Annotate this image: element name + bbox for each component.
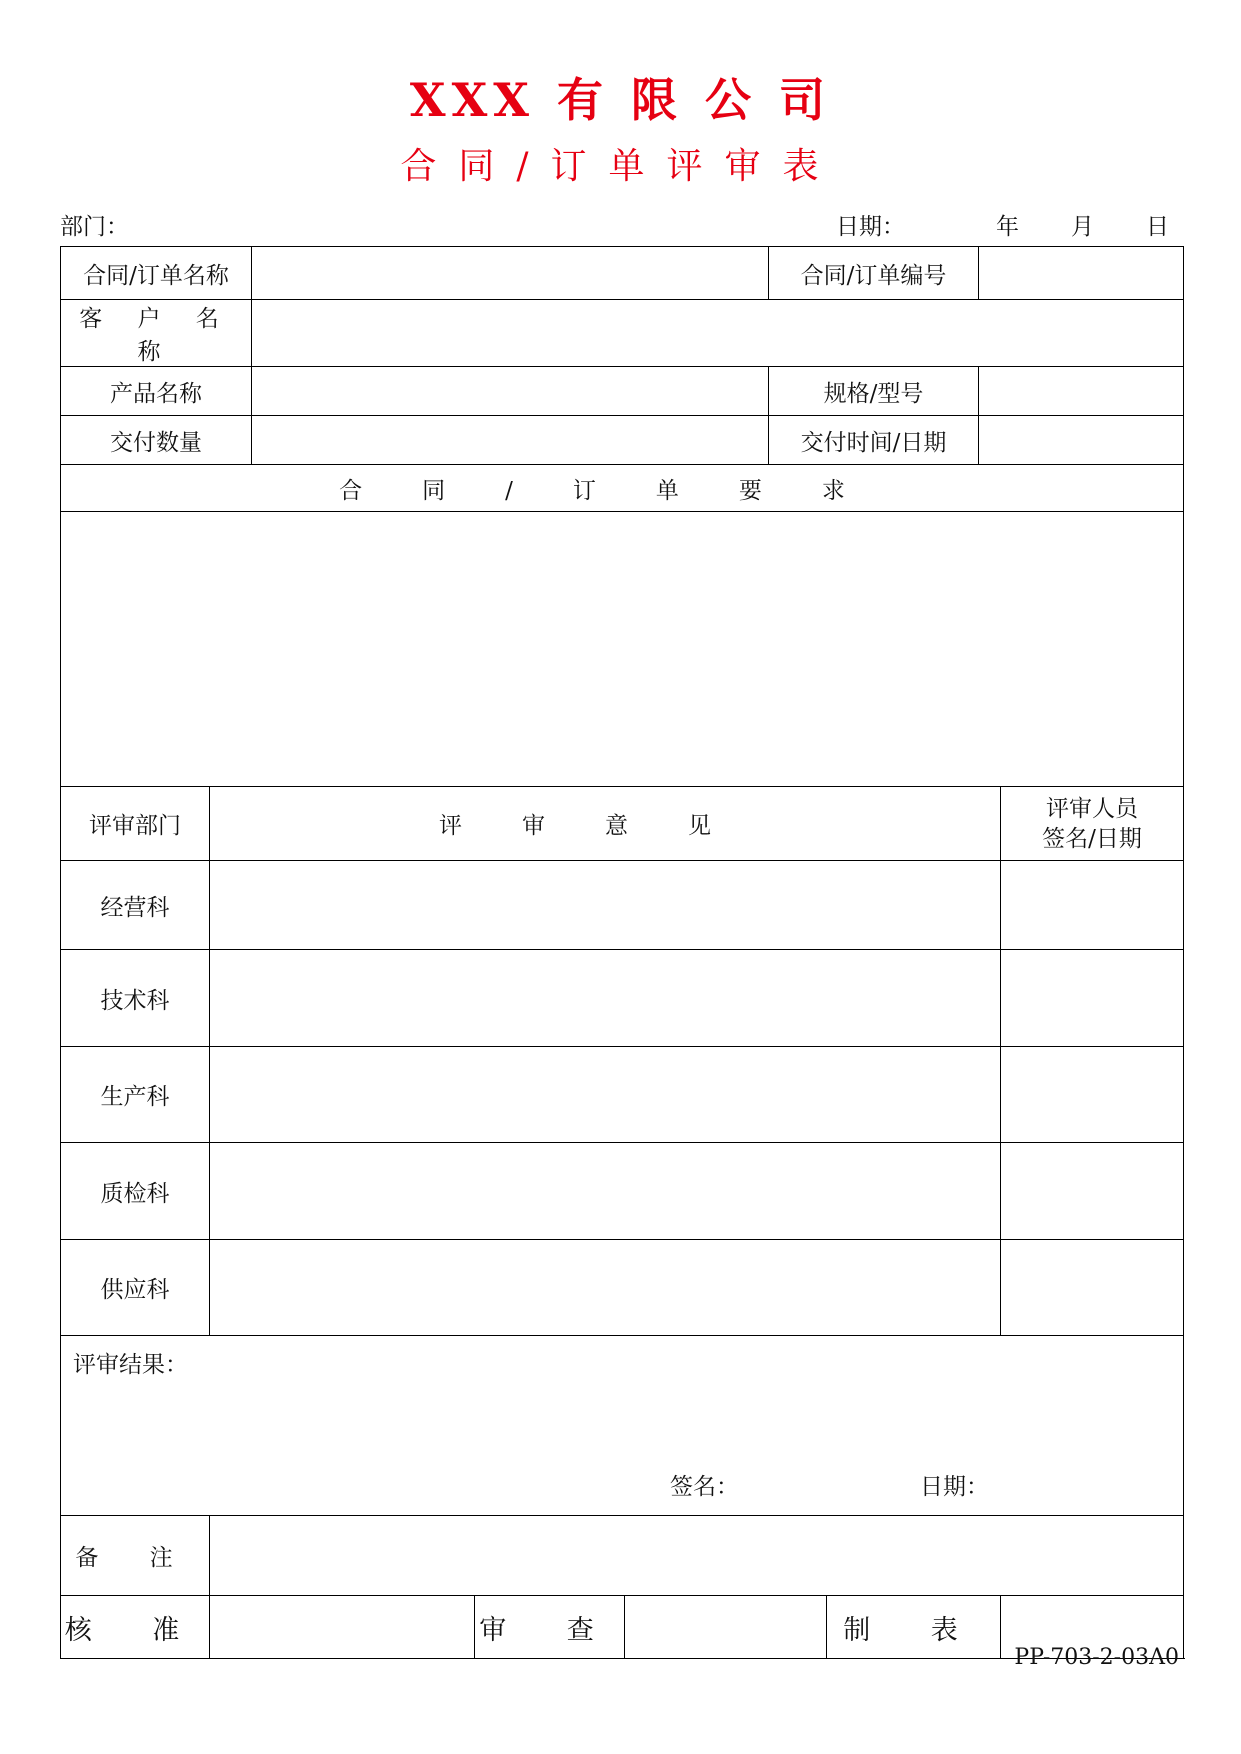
row-customer [61,300,1184,367]
spec-label: 规格/型号 [769,367,979,416]
order-name-label: 合同/订单名称 [61,247,252,300]
review-row [61,1143,1184,1240]
delivery-label: 交付时间/日期 [769,416,979,465]
row-requirements-heading [61,465,1184,512]
remarks-label: 备 注 [61,1516,210,1596]
review-row [61,950,1184,1047]
department-label: 部门： [60,214,129,240]
delivery-field[interactable] [979,416,1184,465]
order-name-field[interactable] [252,247,769,300]
quantity-label: 交付数量 [61,416,252,465]
review-result-field[interactable] [61,1336,1184,1516]
review-opinion-field[interactable] [210,950,1001,1047]
row-requirements-body [61,512,1184,787]
customer-field[interactable] [252,300,1184,367]
row-review-result [61,1336,1184,1516]
check-field[interactable] [625,1596,827,1659]
requirements-heading: 合同/订单要求 [61,465,1184,512]
review-signer-field[interactable] [1001,1240,1184,1336]
review-opinion-field[interactable] [210,1240,1001,1336]
review-dept-name: 供应科 [61,1240,210,1336]
review-opinion-field[interactable] [210,1047,1001,1143]
review-form-table [60,246,1184,1659]
date-ymd [996,208,1169,241]
row-review-header [61,787,1184,861]
company-name: XXX 有 限 公 司 [409,73,832,127]
review-signer-field[interactable] [1001,861,1184,950]
date-label: 日期： [836,214,905,240]
review-opinion-field[interactable] [210,861,1001,950]
review-row [61,1047,1184,1143]
review-row [61,861,1184,950]
review-result-label: 评审结果： [73,1352,188,1378]
review-dept-name: 经营科 [61,861,210,950]
review-opinion-header: 评审意见 [210,787,1001,861]
customer-label: 客 户 名 称 [61,300,252,367]
signer-header-line1: 评审人员 [1046,795,1139,822]
review-dept-name: 生产科 [61,1047,210,1143]
spec-field[interactable] [979,367,1184,416]
review-opinion-field[interactable] [210,1143,1001,1240]
review-signer-header [1001,787,1184,861]
row-quantity [61,416,1184,465]
order-no-label: 合同/订单编号 [769,247,979,300]
signer-header-line2: 签名/日期 [1042,825,1142,852]
form-title: 合同/订单评审表 [400,146,841,187]
prepare-label: 制 表 [827,1596,1001,1659]
row-remarks [61,1516,1184,1596]
review-row [61,1240,1184,1336]
result-sign-label: 签名： [670,1474,739,1500]
result-date-label: 日期： [920,1474,989,1500]
review-dept-name: 技术科 [61,950,210,1047]
approve-label: 核 准 [61,1596,210,1659]
month-label: 月 [1071,214,1094,240]
review-dept-name: 质检科 [61,1143,210,1240]
remarks-field[interactable] [210,1516,1184,1596]
year-label: 年 [996,214,1019,240]
product-field[interactable] [252,367,769,416]
day-label: 日 [1146,214,1169,240]
row-order-name [61,247,1184,300]
approve-field[interactable] [210,1596,475,1659]
review-signer-field[interactable] [1001,1143,1184,1240]
product-label: 产品名称 [61,367,252,416]
row-product [61,367,1184,416]
check-label: 审 查 [475,1596,625,1659]
review-signer-field[interactable] [1001,1047,1184,1143]
review-signer-field[interactable] [1001,950,1184,1047]
form-code: PP-703-2-03A0 [1014,1645,1179,1670]
review-dept-header: 评审部门 [61,787,210,861]
requirements-field[interactable] [61,512,1184,787]
order-no-field[interactable] [979,247,1184,300]
quantity-field[interactable] [252,416,769,465]
